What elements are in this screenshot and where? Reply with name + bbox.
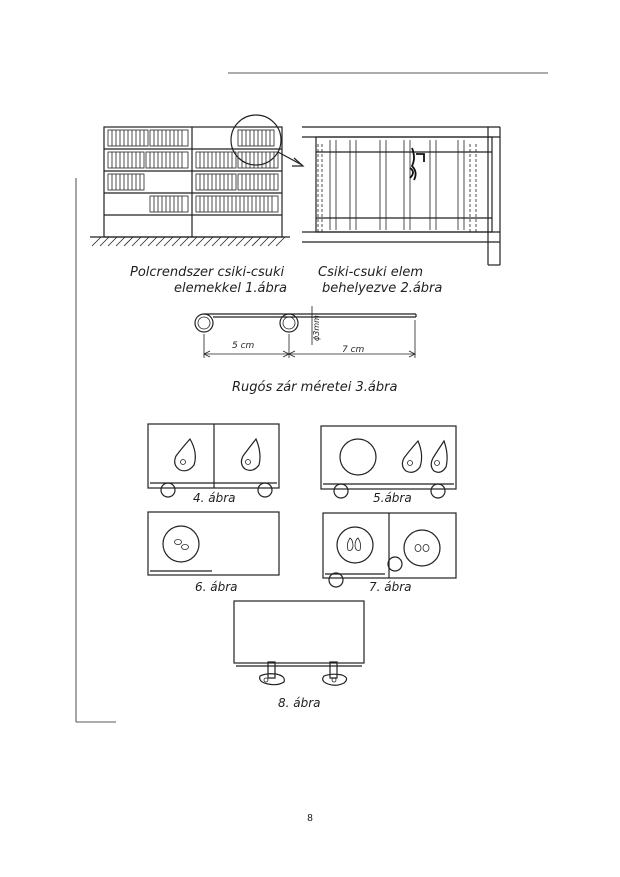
figure-7 bbox=[323, 513, 456, 587]
figure-1-caption-line-2: elemekkel 1.ábra bbox=[174, 281, 288, 296]
figure-2-element-inserted bbox=[302, 127, 500, 265]
figure-5-caption: 5.ábra bbox=[373, 491, 412, 505]
figure-2-caption-line-1: Csiki-csuki elem bbox=[318, 265, 423, 280]
figure-3-caption: Rugós zár méretei 3.ábra bbox=[232, 380, 398, 395]
figure-8-caption: 8. ábra bbox=[278, 696, 321, 710]
figure-1-shelf-system bbox=[90, 115, 303, 246]
figure-6 bbox=[148, 512, 279, 575]
figure-4 bbox=[148, 424, 279, 497]
dimension-5cm: 5 cm bbox=[232, 341, 255, 351]
page-number: 8 bbox=[307, 813, 313, 824]
dimension-diameter: ϕ3mm bbox=[312, 315, 321, 341]
figure-5 bbox=[321, 426, 456, 498]
figure-1-caption-line-1: Polcrendszer csiki-csuki bbox=[130, 265, 285, 280]
figure-3-spring-lock bbox=[195, 306, 416, 358]
figure-7-caption: 7. ábra bbox=[369, 580, 412, 594]
figure-6-caption: 6. ábra bbox=[195, 580, 238, 594]
dimension-7cm: 7 cm bbox=[342, 345, 365, 355]
figure-4-caption: 4. ábra bbox=[193, 491, 236, 505]
figure-8 bbox=[234, 601, 364, 685]
figure-2-caption-line-2: behelyezve 2.ábra bbox=[322, 281, 443, 296]
